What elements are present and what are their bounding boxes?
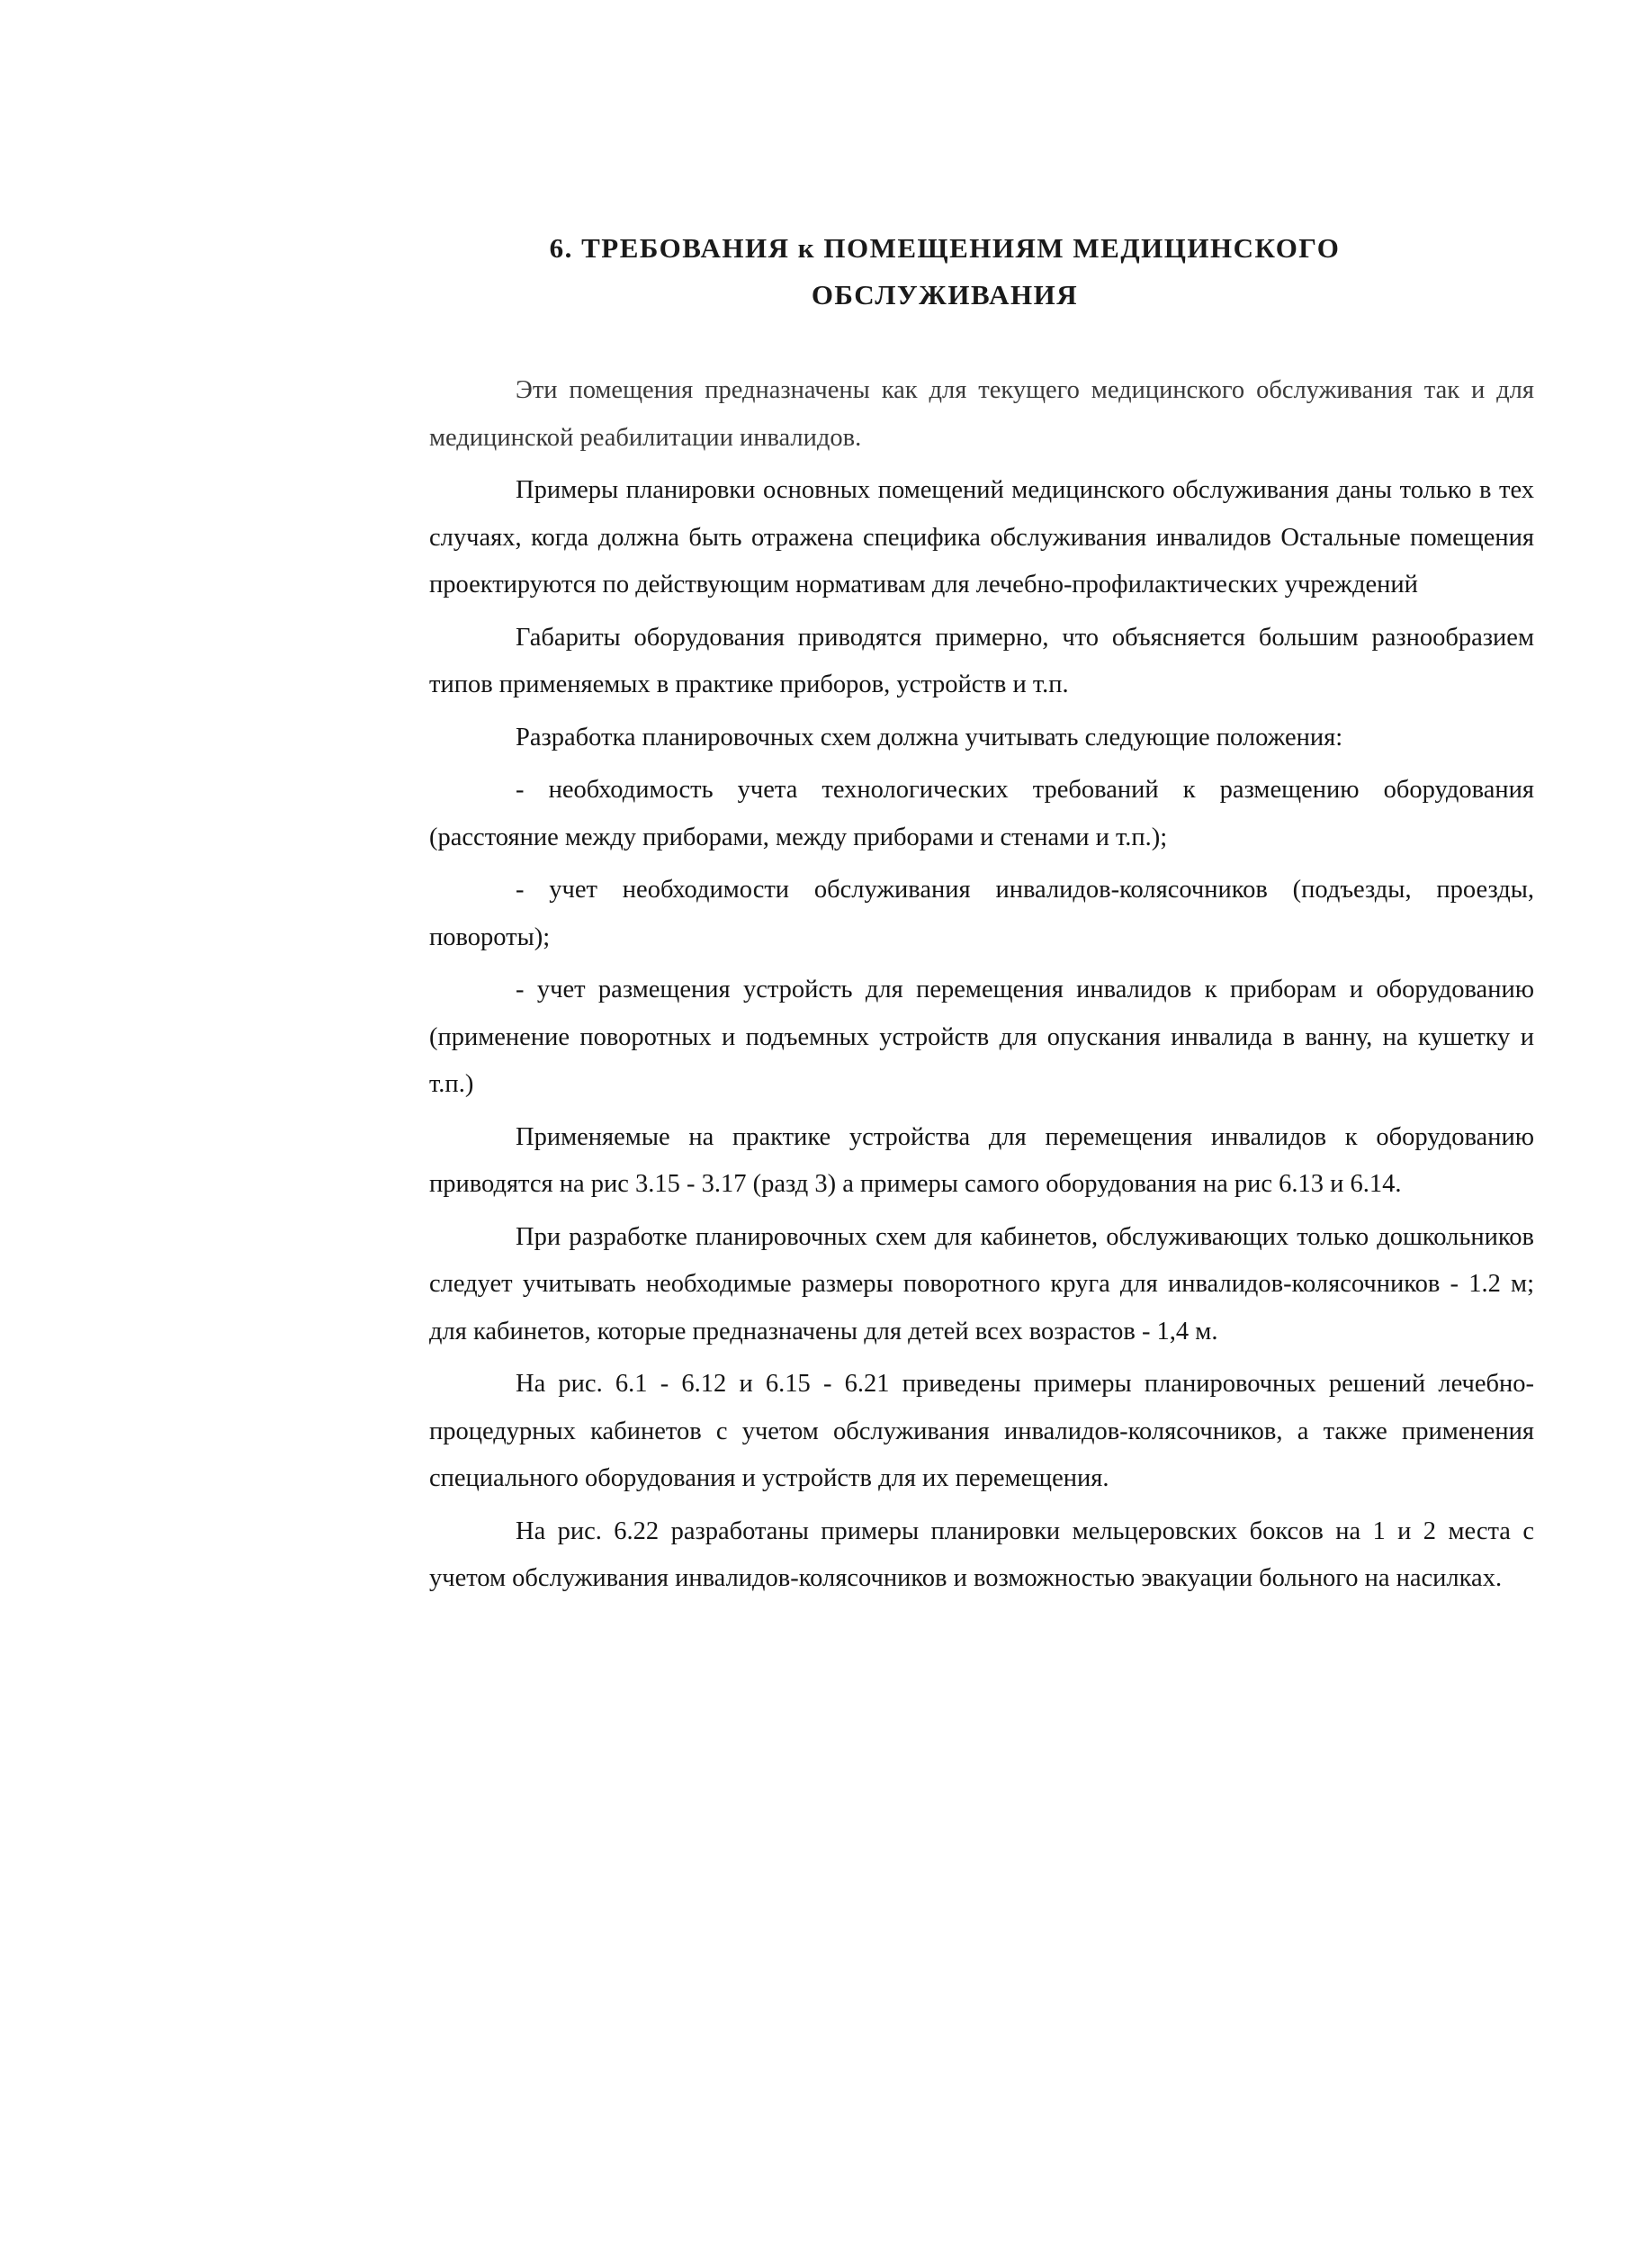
paragraph-preschool: При разработке планировочных схем для кабинетов, обслуживающих только дошкольников следует учитывать необходимые размеры поворотного круга для инвалидов-колясочников - 1.2 м; для кабинетов, которые предназначены для детей всех возрастов - 1,4 м. <box>429 1222 1534 1346</box>
heading-line-2: ОБСЛУЖИВАНИЯ <box>811 279 1079 310</box>
section-heading <box>378 225 1512 319</box>
heading-line-1: 6. ТРЕБОВАНИЯ к ПОМЕЩЕНИЯМ МЕДИЦИНСКОГО <box>549 232 1341 264</box>
paragraph-figures-rooms: На рис. 6.1 - 6.12 и 6.15 - 6.21 приведены примеры планировочных решений лечебно-процедурных кабинетов с учетом обслуживания инвалидов-колясочников, а также применения специального оборудования и устройств для их перемещения. <box>429 1370 1534 1492</box>
paragraph-intro: Эти помещения предназначены как для текущего медицинского обслуживания так и для медицинской реабилитации инвалидов. <box>429 376 1534 452</box>
paragraph-dimensions: Габариты оборудования приводятся примерно, что объясняется большим разнообразием типов применяемых в практике приборов, устройств и т.п. <box>429 623 1534 698</box>
list-item-technology: - необходимость учета технологических требований к размещению оборудования (расстояние между приборами, между приборами и стенами и т.п.); <box>429 776 1534 851</box>
paragraph-boxes: На рис. 6.22 разработаны примеры планировки мельцеровских боксов на 1 и 2 места с учетом обслуживания инвалидов-колясочников и возможностью эвакуации больного на насилках. <box>429 1516 1534 1592</box>
paragraph-requirements-intro: Разработка планировочных схем должна учитывать следующие положения: <box>516 723 1343 752</box>
list-item-devices: - учет размещения устройсть для перемещения инвалидов к приборам и оборудованию (применение поворотных и подъемных устройств для опускания инвалида в ванну, на кушетку и т.п.) <box>429 976 1534 1098</box>
body-text <box>429 367 1534 1603</box>
paragraph-examples: Примеры планировки основных помещений медицинского обслуживания даны только в тех случаях, когда должна быть отражена специфика обслуживания инвалидов Остальные помещения проектируются по действующим нормативам для лечебно-профилактических учреждений <box>429 476 1534 598</box>
paragraph-figures-devices: Применяемые на практике устройства для перемещения инвалидов к оборудованию приводятся на рис 3.15 - 3.17 (разд 3) а примеры самого оборудования на рис 6.13 и 6.14. <box>429 1122 1534 1198</box>
list-item-wheelchair: - учет необходимости обслуживания инвалидов-колясочников (подъезды, проезды, повороты); <box>429 876 1534 951</box>
